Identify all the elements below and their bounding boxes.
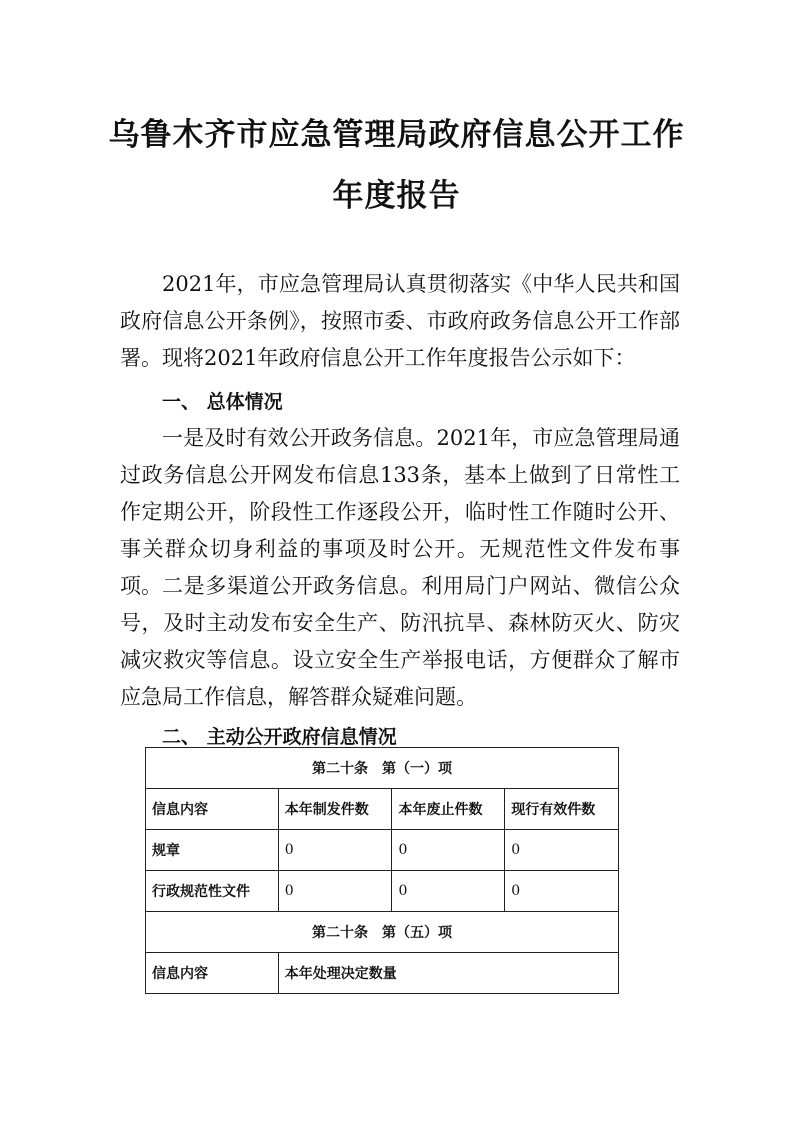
section-1-paragraph-2: 二是多渠道公开政务信息。利用局门户网站、微信公众号，及时主动发布安全生产、防汛抗旱、森林防灭火、防灾减灾救灾等信息。设立安全生产举报电话，方便群众了解市应急局工作信息，解答群众疑难问题。 [120, 574, 680, 709]
table-section-title: 第二十条 第（一）项 [146, 748, 619, 789]
table-cell: 0 [392, 871, 505, 912]
table-header-cell: 本年制发件数 [278, 789, 392, 830]
table-header-cell: 本年废止件数 [392, 789, 505, 830]
table-row-label: 规章 [146, 830, 279, 871]
section-1-heading: 一、 总体情况 [162, 391, 283, 413]
section-1-paragraph-1: 一是及时有效公开政务信息。2021年，市应急管理局通过政务信息公开网发布信息133条，基本上做到了日常性工作定期公开，阶段性工作逐段公开，临时性工作随时公开、事关群众切身利益的事项及时公开。无规范性文件发布事项。 [120, 426, 680, 598]
table-header-cell: 信息内容 [146, 789, 279, 830]
table-cell: 0 [505, 871, 619, 912]
table-cell: 0 [392, 830, 505, 871]
table-cell: 0 [278, 830, 392, 871]
table-header-cell: 信息内容 [146, 953, 279, 994]
table-section-row [146, 748, 619, 789]
table-header-cell: 本年处理决定数量 [278, 953, 618, 994]
section-2-heading: 二、 主动公开政府信息情况 [162, 726, 397, 748]
table-header-row [146, 789, 619, 830]
table-cell: 0 [278, 871, 392, 912]
table-row-label: 行政规范性文件 [146, 871, 279, 912]
table-section-title: 第二十条 第（五）项 [146, 912, 619, 953]
intro-paragraph: 2021年，市应急管理局认真贯彻落实《中华人民共和国政府信息公开条例》，按照市委、市政府政务信息公开工作部署。现将2021年政府信息公开工作年度报告公示如下： [120, 272, 680, 370]
report-title-line1: 乌鲁木齐市应急管理局政府信息公开工作 [108, 117, 685, 153]
table-row [146, 830, 619, 871]
report-title-line2: 年度报告 [332, 178, 461, 214]
table-cell: 0 [505, 830, 619, 871]
table-row [146, 871, 619, 912]
table-section-row [146, 912, 619, 953]
info-disclosure-table [145, 747, 619, 994]
table-header-row [146, 953, 619, 994]
table-header-cell: 现行有效件数 [505, 789, 619, 830]
